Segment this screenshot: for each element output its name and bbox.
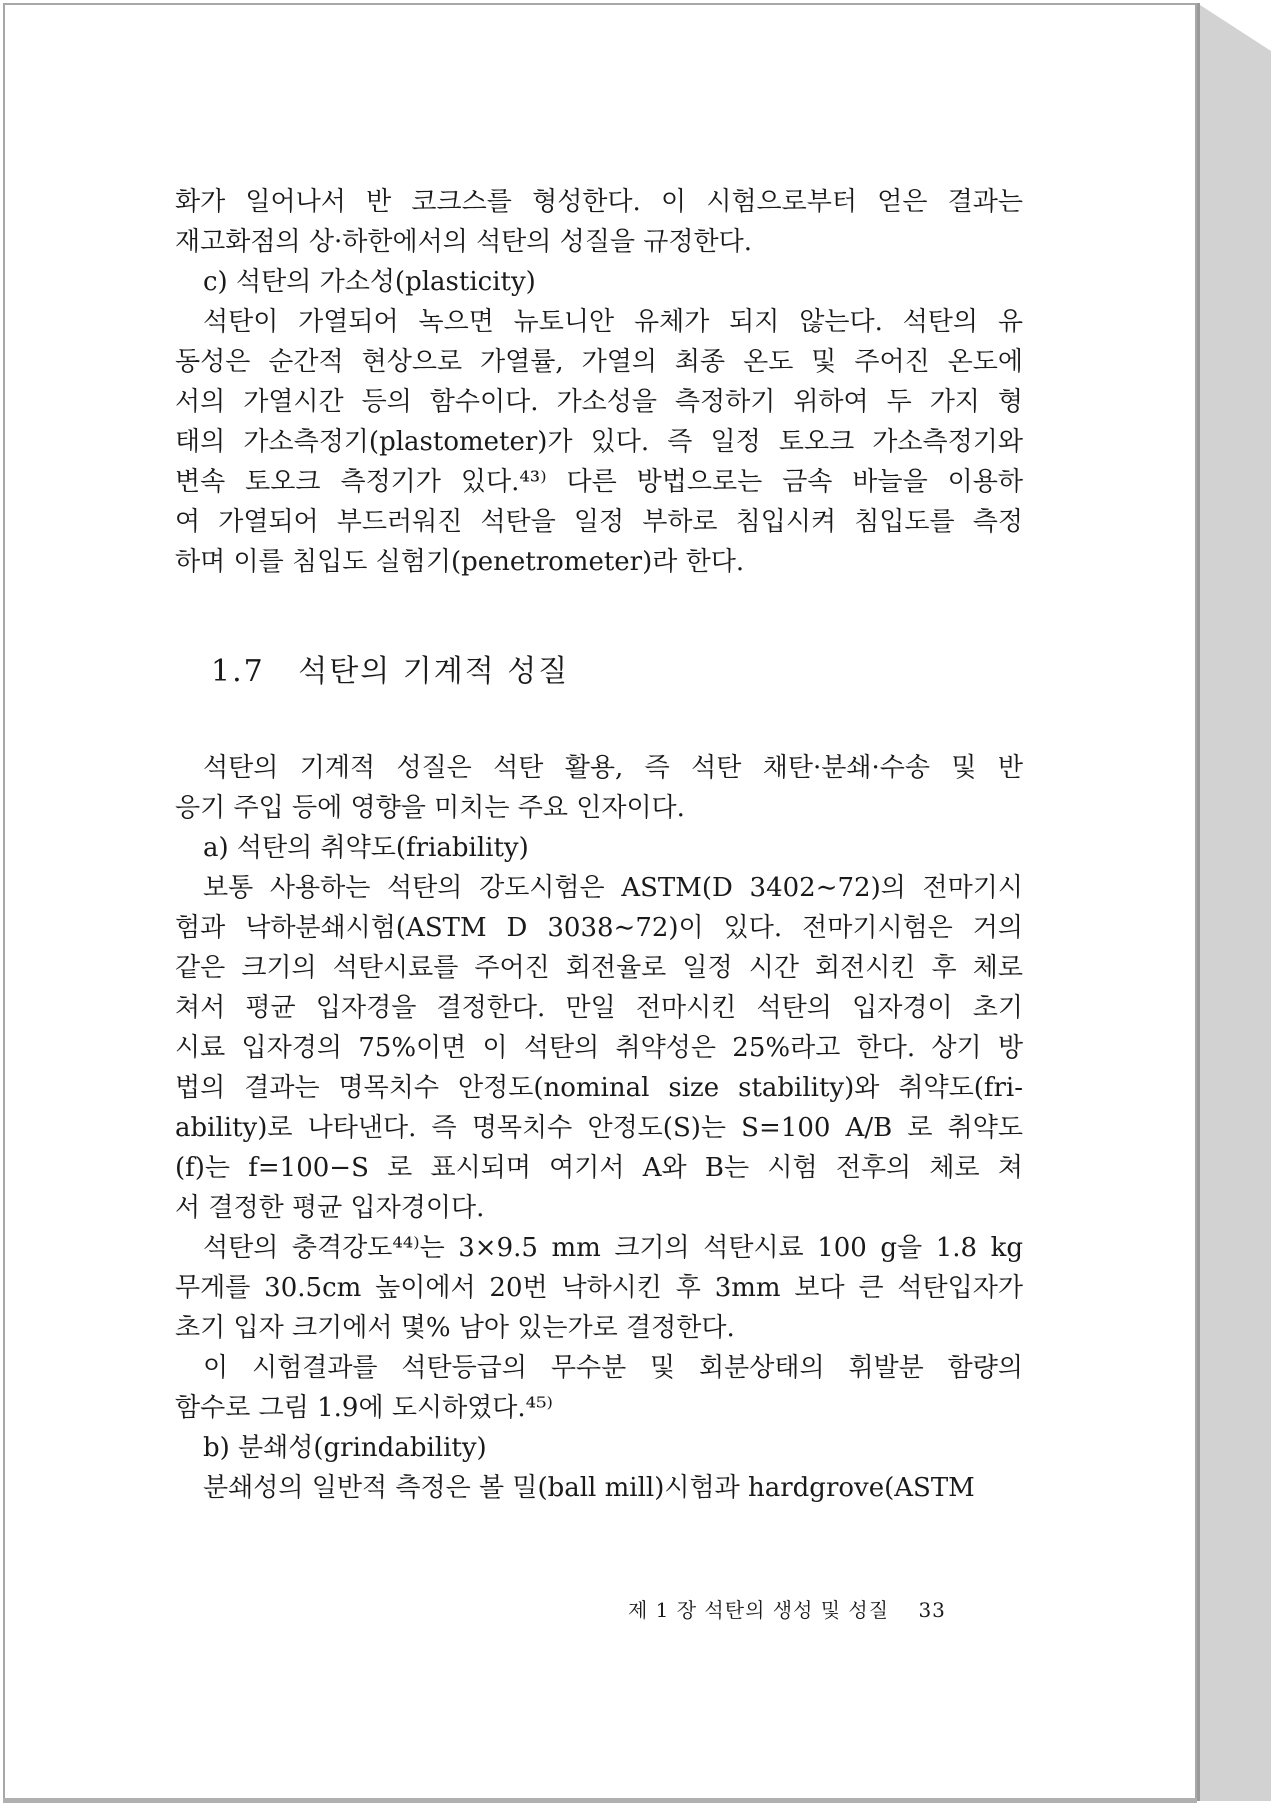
text-line: 시료 입자경의 75%이면 이 석탄의 취약성은 25%라고 한다. 상기 방 xyxy=(175,1033,1023,1063)
text-line: 법의 결과는 명목치수 안정도(nominal size stability)와 취약도(fri- xyxy=(175,1073,1023,1103)
text-line: 여 가열되어 부드러워진 석탄을 일정 부하로 침입시켜 침입도를 측정 xyxy=(175,507,1023,537)
page-bottom-shadow xyxy=(3,1798,1197,1803)
paragraph-results xyxy=(175,1348,1023,1428)
page-number: 33 xyxy=(918,1598,946,1622)
paragraph-friability xyxy=(175,868,1023,1228)
text-line: 화가 일어나서 반 코크스를 형성한다. 이 시험으로부터 얻은 결과는 xyxy=(175,187,1023,217)
page-body xyxy=(175,182,1023,1508)
text-line: 서의 가열시간 등의 함수이다. 가소성을 측정하기 위하여 두 가지 형 xyxy=(175,387,1023,417)
paragraph-plasticity xyxy=(175,302,1023,582)
text-line: 변속 토오크 측정기가 있다.⁴³⁾ 다른 방법으로는 금속 바늘을 이용하 xyxy=(175,467,1023,497)
text-line: 초기 입자 크기에서 몇% 남아 있는가로 결정한다. xyxy=(175,1313,735,1343)
text-line: ability)로 나타낸다. 즉 명목치수 안정도(S)는 S=100 A/B 로 취약도 xyxy=(175,1113,1023,1143)
section-number: 1.7 xyxy=(211,654,265,689)
text-line: 쳐서 평균 입자경을 결정한다. 만일 전마시킨 석탄의 입자경이 초기 xyxy=(175,993,1023,1023)
footer-chapter: 제 1 장 석탄의 생성 및 성질 xyxy=(628,1598,890,1622)
text-line: 이 시험결과를 석탄등급의 무수분 및 회분상태의 휘발분 함량의 xyxy=(203,1353,1023,1383)
paragraph-continuation xyxy=(175,182,1023,262)
text-line: 보통 사용하는 석탄의 강도시험은 ASTM(D 3402∼72)의 전마기시 xyxy=(203,873,1023,903)
page-edge-line xyxy=(1197,3,1200,1801)
text-line: (f)는 f=100−S 로 표시되며 여기서 A와 B는 시험 전후의 체로 쳐 xyxy=(175,1153,1023,1183)
text-line: 태의 가소측정기(plastometer)가 있다. 즉 일정 토오크 가소측정기와 xyxy=(175,427,1023,457)
text-line: 석탄의 충격강도⁴⁴⁾는 3×9.5 mm 크기의 석탄시료 100 g을 1.8 kg xyxy=(203,1233,1023,1263)
text-line: 석탄이 가열되어 녹으면 뉴토니안 유체가 되지 않는다. 석탄의 유 xyxy=(203,307,1023,337)
section-title: 석탄의 기계적 성질 xyxy=(298,654,570,689)
subsection-c-label: c) 석탄의 가소성(plasticity) xyxy=(203,267,536,297)
text-line: 응기 주입 등에 영향을 미치는 주요 인자이다. xyxy=(175,793,685,823)
text-line: 험과 낙하분쇄시험(ASTM D 3038∼72)이 있다. 전마기시험은 거의 xyxy=(175,913,1023,943)
section-heading xyxy=(175,646,1023,690)
text-line: 하며 이를 침입도 실험기(penetrometer)라 한다. xyxy=(175,547,745,577)
subsection-b-label: b) 분쇄성(grindability) xyxy=(203,1433,487,1463)
text-line: 재고화점의 상·하한에서의 석탄의 성질을 규정한다. xyxy=(175,227,753,257)
text-line: 동성은 순간적 현상으로 가열률, 가열의 최종 온도 및 주어진 온도에 xyxy=(175,347,1023,377)
text-line: 함수로 그림 1.9에 도시하였다.⁴⁵⁾ xyxy=(175,1393,553,1423)
running-footer xyxy=(628,1594,946,1623)
text-line: 서 결정한 평균 입자경이다. xyxy=(175,1193,485,1223)
paragraph-mechanical xyxy=(175,748,1023,828)
text-line: 분쇄성의 일반적 측정은 볼 밀(ball mill)시험과 hardgrove(ASTM xyxy=(203,1473,975,1503)
text-line: 석탄의 기계적 성질은 석탄 활용, 즉 석탄 채탄·분쇄·수송 및 반 xyxy=(203,753,1023,783)
paragraph-grindability xyxy=(175,1468,1023,1508)
subsection-a-label: a) 석탄의 취약도(friability) xyxy=(203,833,529,863)
text-line: 무게를 30.5cm 높이에서 20번 낙하시킨 후 3mm 보다 큰 석탄입자가 xyxy=(175,1273,1023,1303)
paragraph-impact xyxy=(175,1228,1023,1348)
text-line: 같은 크기의 석탄시료를 주어진 회전율로 일정 시간 회전시킨 후 체로 xyxy=(175,953,1023,983)
page-edge-shadow xyxy=(1197,3,1271,1801)
